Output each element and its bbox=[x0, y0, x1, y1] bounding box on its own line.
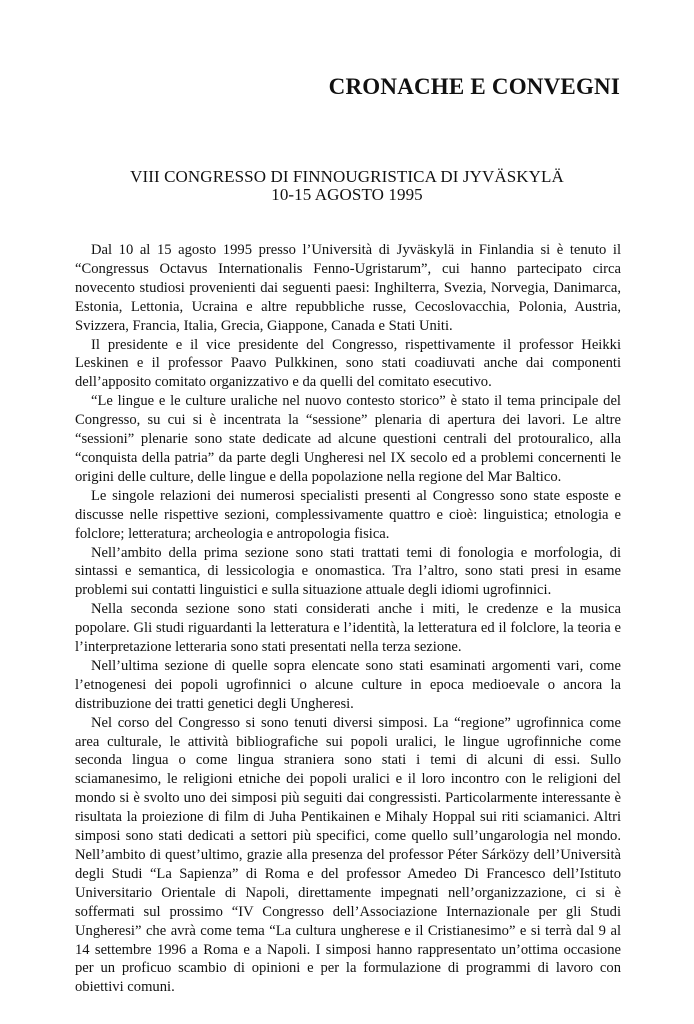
paragraph-2: Il presidente e il vice presidente del Congresso, rispettivamente il professor Heikki Leskinen e il professor Paavo Pulkkinen, sono stati coadiuvati anche dai componenti dell’apposito comitato organizzativo e da quelli del comitato esecutivo. bbox=[75, 336, 621, 391]
paragraph-1: Dal 10 al 15 agosto 1995 presso l’Università di Jyväskylä in Finlandia si è tenuto il “Congressus Octavus Internationalis Fenno-Ugristarum”, cui hanno partecipato circa novecento studiosi provenienti dai seguenti paesi: Inghilterra, Svezia, Norvegia, Danimarca, Estonia, Lettonia, Ucraina e altre repubbliche russe, Cecoslovacchia, Polonia, Austria, Svizzera, Francia, Italia, Grecia, Giappone, Canada e Stati Uniti. bbox=[75, 242, 621, 334]
article-title bbox=[60, 168, 634, 204]
article-title-line-2: 10-15 AGOSTO 1995 bbox=[271, 185, 423, 204]
article-body bbox=[75, 241, 621, 997]
paragraph-7: Nell’ultima sezione di quelle sopra elencate sono stati esaminati argomenti vari, come l’etnogenesi dei popoli ugrofinnici o alcune culture in epoca medioevale o ancora la distribuzione dei tratti genetici degli Ungheresi. bbox=[75, 657, 621, 712]
section-title: CRONACHE E CONVEGNI bbox=[328, 74, 620, 99]
paragraph-6: Nella seconda sezione sono stati considerati anche i miti, le credenze e la musica popolare. Gli studi riguardanti la letteratura e l’identità, la letteratura ed il folclore, la teoria e l’interpretazione letteraria sono stati presentati nella terza sezione. bbox=[75, 601, 621, 656]
article-title-line-1: VIII CONGRESSO DI FINNOUGRISTICA DI JYVÄSKYLÄ bbox=[130, 167, 564, 186]
paragraph-8: Nel corso del Congresso si sono tenuti diversi simposi. La “regione” ugrofinnica come area culturale, le attività bibliografiche sui popoli uralici, le lingue ugrofinniche come seconda lingua o come lingua straniera sono stati i temi di alcuni di essi. Sullo sciamanesimo, le religioni etniche dei popoli uralici e il loro incontro con le religioni del mondo si è svolto uno dei simposi più seguiti dai congressisti. Particolarmente interessante è risultata la proiezione di film di Juha Pentikainen e Mihaly Hoppal sui riti sciamanici. Altri simposi sono stati dedicati a settori più specifici, come quello sull’ungarologia nel mondo. Nell’ambito di quest’ultimo, grazie alla presenza del professor Péter Sárközy dell’Università degli Studi “La Sapienza” di Roma e del professor Amedeo Di Francesco dell’Istituto Universitario Orientale di Napoli, direttamente impegnati nell’organizzazione, ci si è soffermati sul prossimo “IV Congresso dell’Associazione Internazionale per gli Studi Ungheresi” che avrà come tema “La cultura ungherese e il Cristianesimo” e si terrà dal 9 al 14 settembre 1996 a Roma e a Napoli. I simposi hanno rappresentato un’ottima occasione per un proficuo scambio di opinioni e per la formulazione di programmi di lavoro con obiettivi comuni. bbox=[75, 714, 621, 996]
paragraph-3: “Le lingue e le culture uraliche nel nuovo contesto storico” è stato il tema principale del Congresso, su cui si è incentrata la “sessione” plenaria di apertura dei lavori. Le altre “sessioni” plenarie sono state dedicate ad alcune questioni centrali del protouralico, alla “conquista della patria” da parte degli Ungheresi nel IX secolo ed a problemi concernenti le origini delle culture, delle lingue e della popolazione nella regione del Mar Baltico. bbox=[75, 393, 621, 485]
paragraph-5: Nell’ambito della prima sezione sono stati trattati temi di fonologia e morfologia, di sintassi e semantica, di lessicologia e onomastica. Tra l’altro, sono stati presi in esame problemi sui contatti linguistici e sulla situazione attuale degli idiomi ugrofinnici. bbox=[75, 544, 621, 599]
paragraph-4: Le singole relazioni dei numerosi specialisti presenti al Congresso sono state esposte e discusse nelle rispettive sezioni, complessivamente quattro e cioè: linguistica; etnologia e folclore; letteratura; archeologia e antropologia fisica. bbox=[75, 487, 621, 542]
